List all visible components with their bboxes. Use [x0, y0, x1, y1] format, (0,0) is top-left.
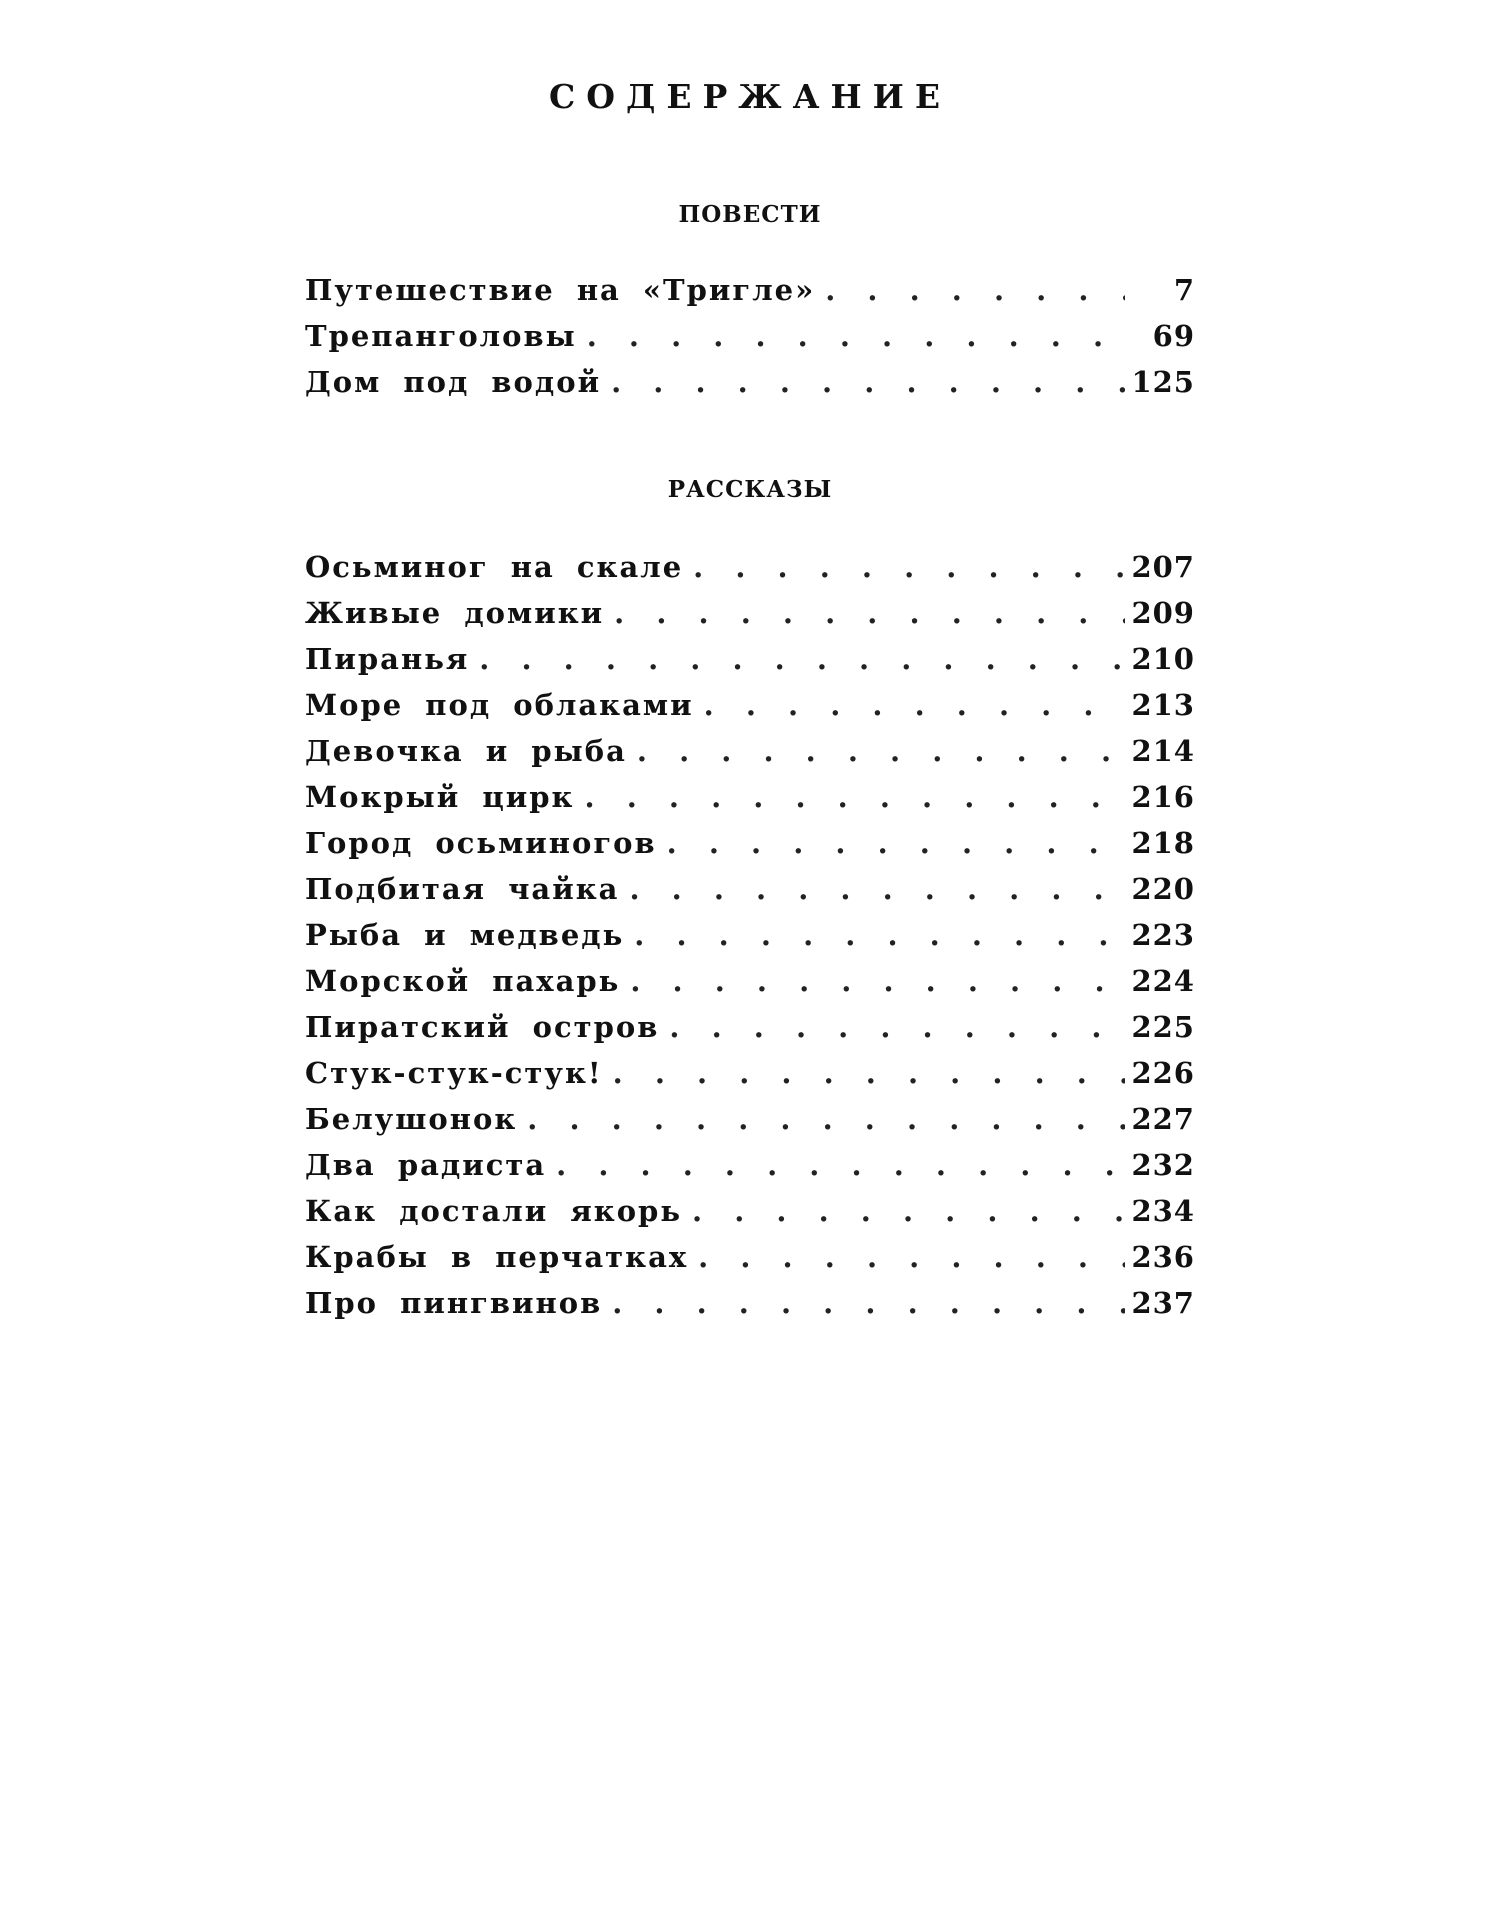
toc-entry-page: 224 — [1131, 964, 1195, 998]
toc-entry[interactable] — [305, 1148, 1195, 1194]
toc-entry-title: Подбитая чайка — [305, 872, 620, 906]
toc-entry[interactable] — [305, 273, 1195, 319]
toc-entry-title: Трепанголовы — [305, 319, 577, 353]
dot-leader — [611, 365, 1125, 399]
toc-entry-title: Белушонок — [305, 1102, 518, 1136]
toc-entry[interactable] — [305, 1102, 1195, 1148]
toc-entry[interactable] — [305, 642, 1195, 688]
toc-entry[interactable] — [305, 780, 1195, 826]
toc-entry[interactable] — [305, 964, 1195, 1010]
toc-entry[interactable] — [305, 826, 1195, 872]
page-title: СОДЕРЖАНИЕ — [548, 77, 951, 117]
dot-leader — [704, 688, 1125, 722]
dot-leader — [634, 918, 1125, 952]
toc-entry-page: 236 — [1131, 1240, 1195, 1274]
toc-entry-title: Два радиста — [305, 1148, 547, 1182]
toc-entry-page: 223 — [1131, 918, 1195, 952]
toc-entry-page: 226 — [1131, 1056, 1195, 1090]
toc-entry[interactable] — [305, 1240, 1195, 1286]
toc-entry-title: Рыба и медведь — [305, 918, 625, 952]
dot-leader — [637, 734, 1125, 768]
toc-entry-page: 216 — [1131, 780, 1195, 814]
toc-entry[interactable] — [305, 734, 1195, 780]
toc-entry-title: Мокрый цирк — [305, 780, 575, 814]
toc-entry-page: 225 — [1131, 1010, 1195, 1044]
toc-entry-title: Город осьминогов — [305, 826, 657, 860]
toc-entry-page: 234 — [1131, 1194, 1195, 1228]
toc-entry[interactable] — [305, 872, 1195, 918]
toc-entry-page: 125 — [1131, 365, 1195, 399]
toc-entry[interactable] — [305, 1194, 1195, 1240]
dot-leader — [585, 780, 1126, 814]
dot-leader — [630, 964, 1125, 998]
section-title-povesti: ПОВЕСТИ — [678, 201, 822, 228]
dot-leader — [614, 596, 1125, 630]
toc-entry-title: Живые домики — [305, 596, 605, 630]
toc-entry-page: 220 — [1131, 872, 1195, 906]
toc-entry[interactable] — [305, 596, 1195, 642]
toc-list-rasskazy — [305, 550, 1195, 1332]
toc-entry-page: 232 — [1131, 1148, 1195, 1182]
dot-leader — [692, 1194, 1125, 1228]
toc-entry-title: Осьминог на скале — [305, 550, 684, 584]
dot-leader — [693, 550, 1125, 584]
toc-entry-title: Девочка и рыба — [305, 734, 627, 768]
dot-leader — [556, 1148, 1125, 1182]
toc-entry[interactable] — [305, 1056, 1195, 1102]
dot-leader — [667, 826, 1125, 860]
toc-entry[interactable] — [305, 365, 1195, 411]
toc-entry[interactable] — [305, 1010, 1195, 1056]
toc-entry[interactable] — [305, 319, 1195, 365]
dot-leader — [527, 1102, 1125, 1136]
toc-entry-page: 237 — [1131, 1286, 1195, 1320]
dot-leader — [825, 273, 1125, 307]
toc-entry-page: 69 — [1152, 319, 1195, 353]
toc-entry-title: Путешествие на «Тригле» — [305, 273, 816, 307]
toc-entry-title: Дом под водой — [305, 365, 602, 399]
toc-entry-title: Море под облаками — [305, 688, 694, 722]
toc-entry-page: 210 — [1131, 642, 1195, 676]
toc-entry[interactable] — [305, 688, 1195, 734]
toc-entry-page: 207 — [1131, 550, 1195, 584]
toc-entry-title: Про пингвинов — [305, 1286, 603, 1320]
toc-list-povesti — [305, 273, 1195, 411]
toc-entry-page: 218 — [1131, 826, 1195, 860]
toc-entry-title: Пиранья — [305, 642, 470, 676]
toc-entry-title: Стук-стук-стук! — [305, 1056, 603, 1090]
toc-entry-title: Крабы в перчатках — [305, 1240, 689, 1274]
dot-leader — [587, 319, 1125, 353]
toc-entry-page: 209 — [1131, 596, 1195, 630]
dot-leader — [613, 1056, 1125, 1090]
toc-entry-page: 7 — [1173, 273, 1195, 307]
dot-leader — [669, 1010, 1125, 1044]
dot-leader — [612, 1286, 1125, 1320]
dot-leader — [629, 872, 1125, 906]
toc-entry[interactable] — [305, 550, 1195, 596]
toc-entry-title: Морской пахарь — [305, 964, 621, 998]
toc-entry-page: 214 — [1131, 734, 1195, 768]
toc-entry-page: 213 — [1131, 688, 1195, 722]
toc-entry[interactable] — [305, 918, 1195, 964]
dot-leader — [698, 1240, 1125, 1274]
section-title-rasskazy: РАССКАЗЫ — [667, 476, 833, 503]
dot-leader — [479, 642, 1125, 676]
toc-entry-title: Как достали якорь — [305, 1194, 683, 1228]
toc-entry[interactable] — [305, 1286, 1195, 1332]
toc-entry-title: Пиратский остров — [305, 1010, 660, 1044]
toc-entry-page: 227 — [1131, 1102, 1195, 1136]
